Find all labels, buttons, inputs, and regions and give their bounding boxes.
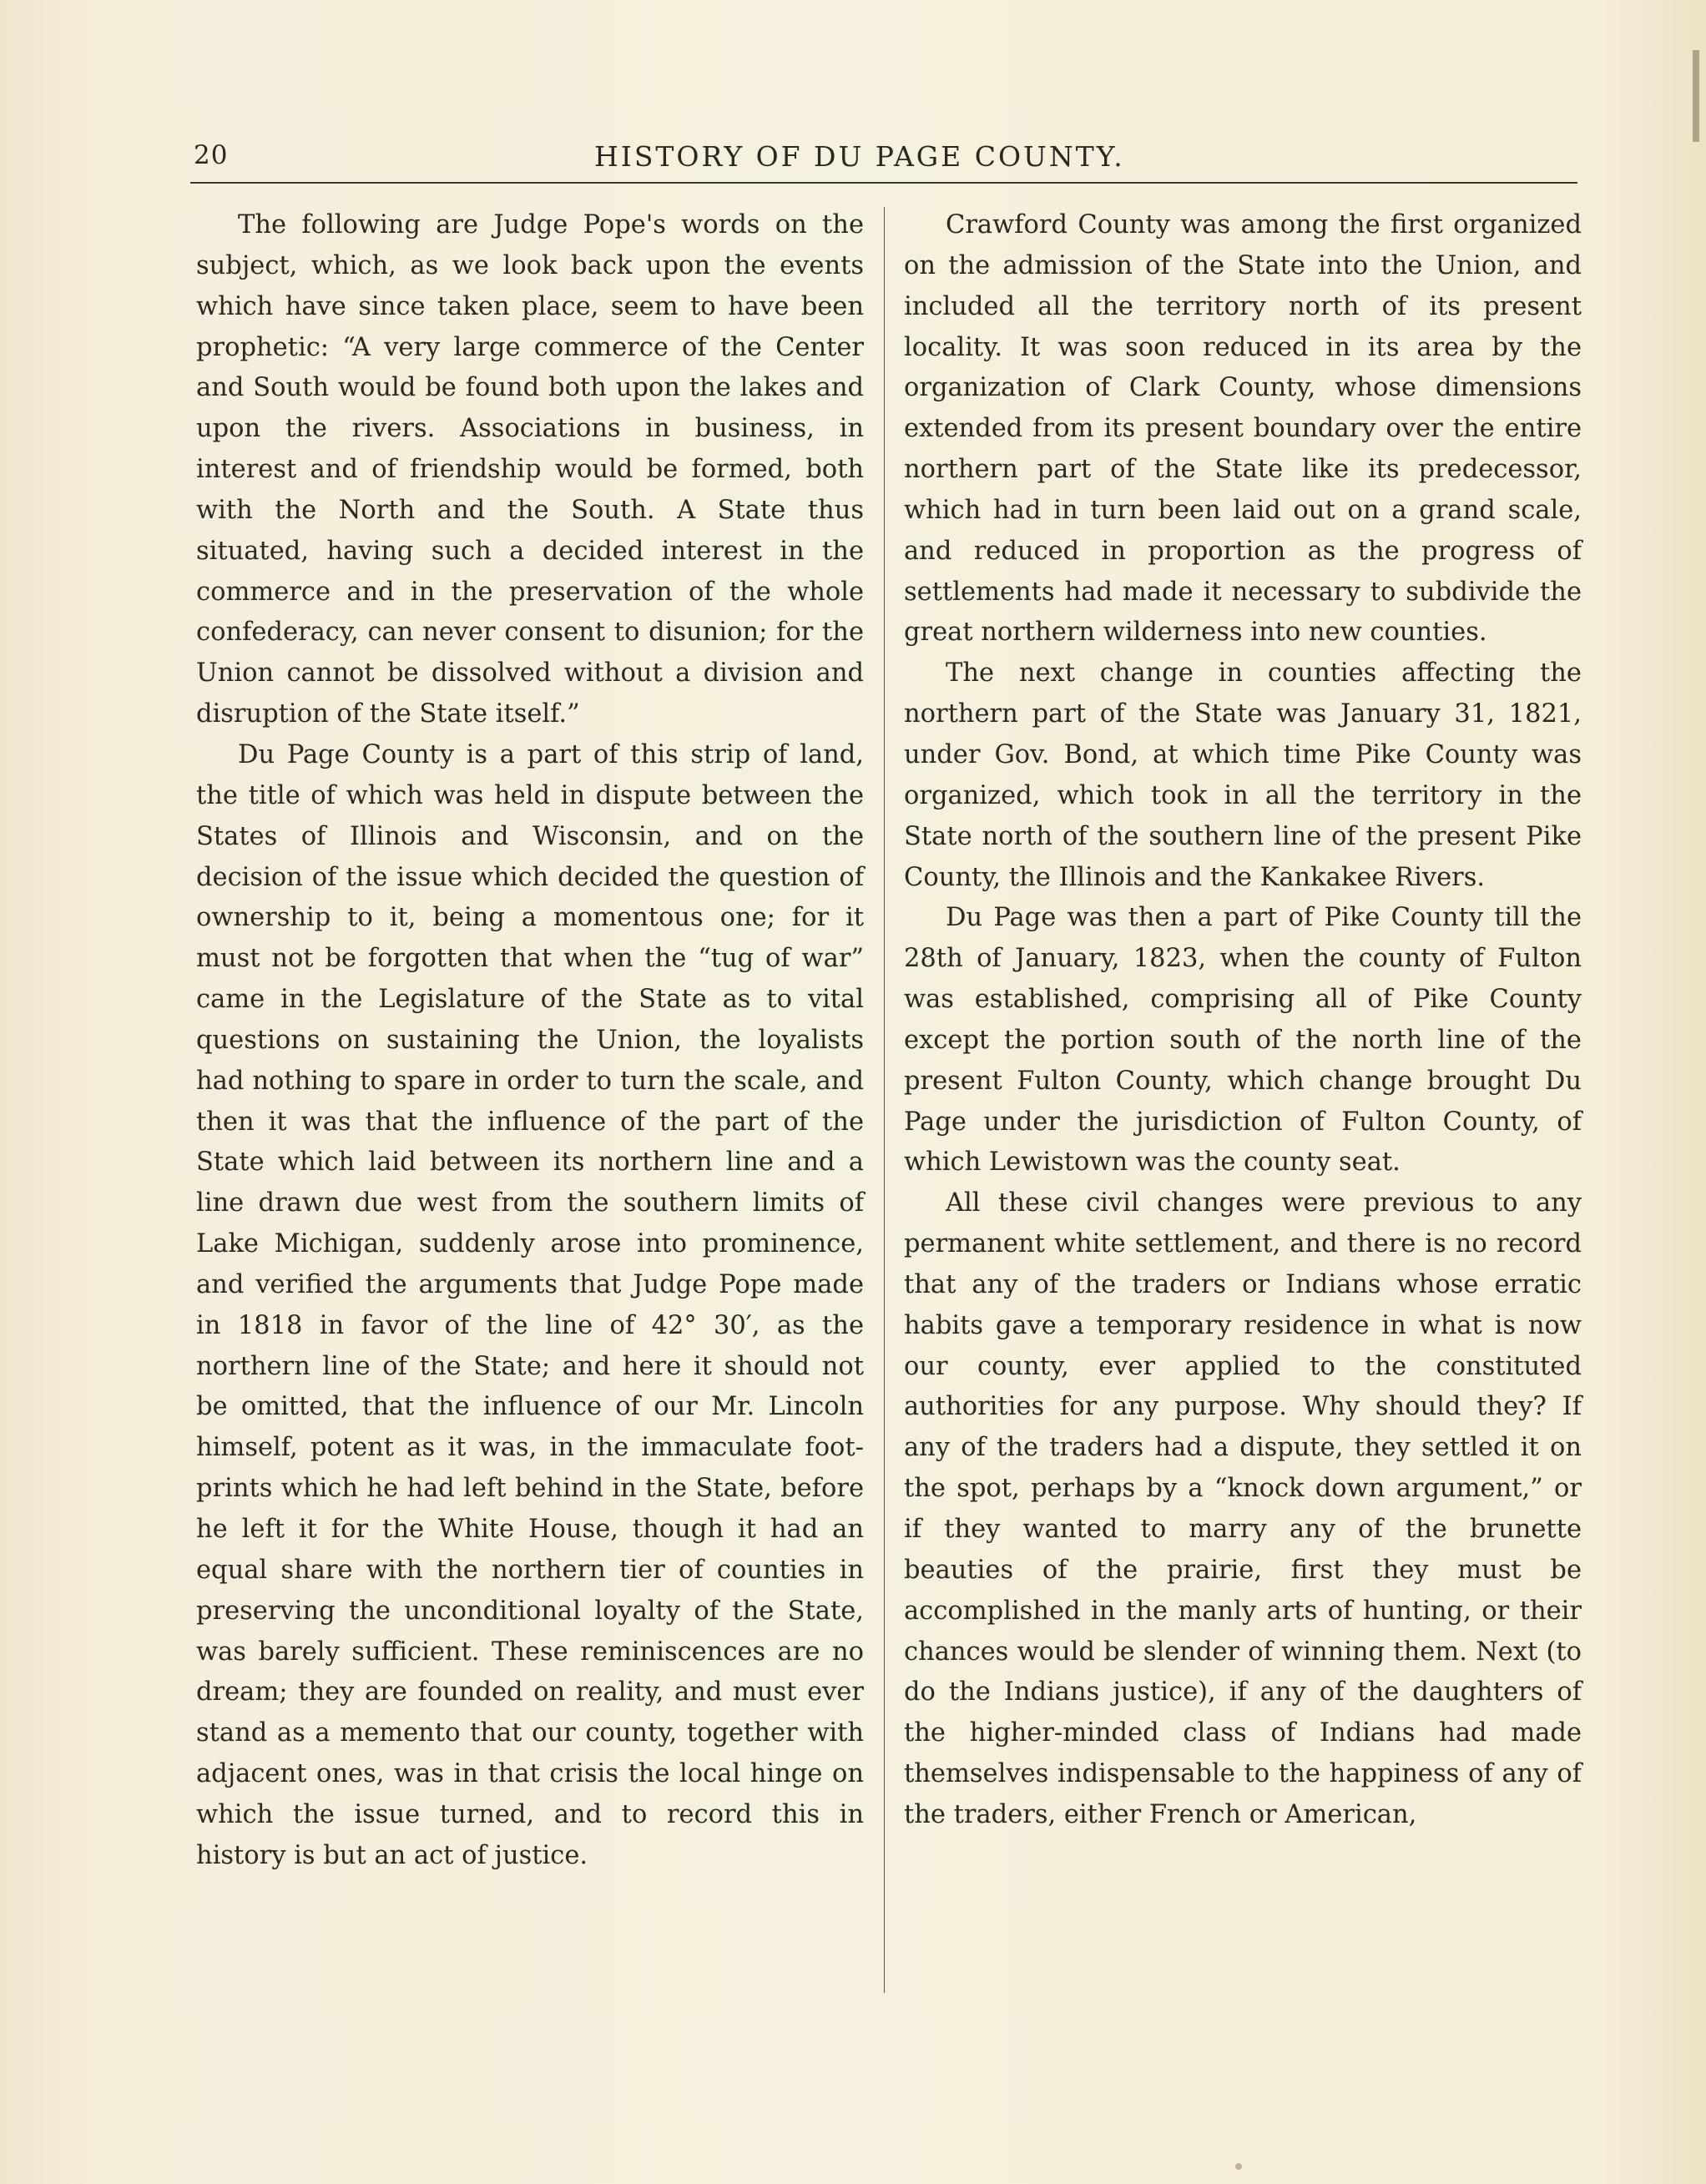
paragraph: The next change in counties affecting the northern part of the State was January 31, 1821, under Gov. Bond, at which time Pike County was organized, which took in all the territory in the State north of the southern line of the present Pike County, the Illinois and the Kankakee Rivers. xyxy=(904,658,1582,892)
paragraph: All these civil changes were previous to any permanent white settlement, and there is no record that any of the traders or Indians whose erratic habits gave a temporary residence in what is now our county, ever applied to the constituted authorities for any purpose. Why should they? If any of the traders had a dispute, they settled it on the spot, perhaps by a “knock down argument,” or if they wanted to marry any of the brunette beauties of the prairie, first they must be accomplished in the manly arts of hunting, or their chances would be slender of winning them. Next (to do the Indians justice), if any of the daughters of the higher-minded class of Indians had made themselves indispensable to the happiness of any of the traders, either French or American, xyxy=(904,1188,1582,1829)
paper-speck xyxy=(1235,2163,1242,2170)
paragraph: Crawford County was among the first organized on the admission of the State into the Union, and included all the territory north of its present locality. It was soon reduced in its area by the organization of Clark County, whose dimensions extended from its present boundary over the entire northern part of the State like its predecessor, which had in turn been laid out on a grand scale, and reduced in proportion as the progress of settlements had made it necessary to subdivide the great northern wilderness into new counties. xyxy=(904,210,1582,648)
header-rule xyxy=(190,182,1577,184)
right-column xyxy=(904,205,1582,1836)
page-number: 20 xyxy=(194,140,229,170)
column-divider xyxy=(884,207,885,1993)
running-title: HISTORY OF DU PAGE COUNTY. xyxy=(594,140,1125,173)
paragraph: Du Page was then a part of Pike County till the 28th of January, 1823, when the county of Fulton was established, comprising all of Pike County except the portion south of the north line of the present Fulton County, which change brought Du Page under the jurisdiction of Fulton County, of which Lewistown was the county seat. xyxy=(904,903,1582,1178)
paragraph: Du Page County is a part of this strip of land, the title of which was held in dispute between the States of Illinois and Wisconsin, and on the decision of the issue which decided the question of ownership to it, being a momentous one; for it must not be forgotten that when the “tug of war” came in the Legislature of the State as to vital questions on sustaining the Union, the loyalists had nothing to spare in order to turn the scale, and then it was that the influence of the part of the State which laid between its northern line and a line drawn due west from the southern limits of Lake Michigan, suddenly arose into prominence, and verified the arguments that Judge Pope made in 1818 in favor of the line of 42° 30′, as the northern line of the State; and here it should not be omitted, that the influence of our Mr. Lincoln himself, potent as it was, in the immaculate foot-prints which he had left behind in the State, before he left it for the White House, though it had an equal share with the northern tier of counties in preserving the unconditional loyalty of the State, was barely sufficient. These reminiscences are no dream; they are founded on reality, and must ever stand as a memento that our county, together with adjacent ones, was in that crisis the local hinge on which the issue turned, and to record this in history is but an act of justice. xyxy=(196,739,864,1870)
page-edge-mark xyxy=(1693,50,1699,142)
left-column xyxy=(196,205,864,1877)
paragraph: The following are Judge Pope's words on the subject, which, as we look back upon the events which have since taken place, seem to have been prophetic: “A very large commerce of the Center and South would be found both upon the lakes and upon the rivers. Associations in business, in interest and of friendship would be formed, both with the North and the South. A State thus situated, having such a decided interest in the commerce and in the preservation of the whole confederacy, can never consent to disunion; for the Union cannot be dissolved without a division and disruption of the State itself.” xyxy=(196,210,864,729)
